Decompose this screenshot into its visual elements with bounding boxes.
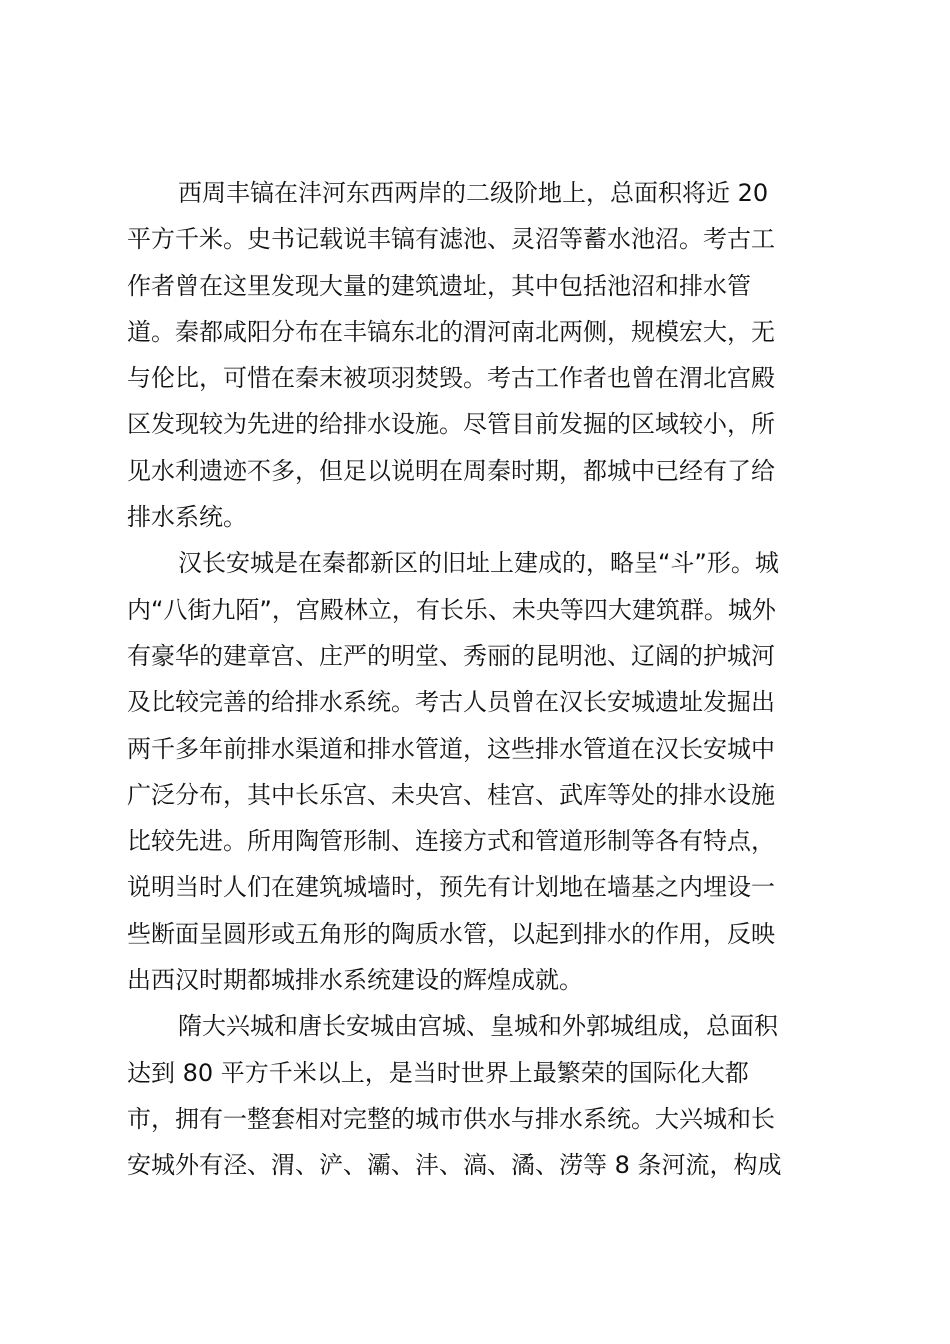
text-line: 见水利遗迹不多，但足以说明在周秦时期，都城中已经有了给 xyxy=(127,456,775,485)
text-line: 区发现较为先进的给排水设施。尽管目前发掘的区域较小，所 xyxy=(127,410,775,439)
text-line: 与伦比，可惜在秦末被项羽焚毁。考古工作者也曾在渭北宫殿 xyxy=(127,364,775,393)
text-line: 排水系统。 xyxy=(127,503,247,532)
text-line: 安城外有泾、渭、浐、灞、沣、滈、潏、涝等 8 条河流，构成 xyxy=(127,1151,782,1180)
text-line: 有豪华的建章宫、庄严的明堂、秀丽的昆明池、辽阔的护城河 xyxy=(127,641,775,670)
text-line: 道。秦都咸阳分布在丰镐东北的渭河南北两侧，规模宏大，无 xyxy=(127,317,775,346)
paragraph-han-changan xyxy=(127,540,827,1003)
text-line: 广泛分布，其中长乐宫、未央宫、桂宫、武库等处的排水设施 xyxy=(127,780,775,809)
text-line: 隋大兴城和唐长安城由宫城、皇城和外郭城组成，总面积 xyxy=(178,1012,778,1041)
text-line: 西周丰镐在沣河东西两岸的二级阶地上，总面积将近 20 xyxy=(178,179,769,207)
text-line: 作者曾在这里发现大量的建筑遗址，其中包括池沼和排水管 xyxy=(127,271,751,300)
paragraph-sui-tang-changan xyxy=(127,1003,827,1188)
text-line: 内“八街九陌”，宫殿林立，有长乐、未央等四大建筑群。城外 xyxy=(127,595,776,624)
text-line: 些断面呈圆形或五角形的陶质水管，以起到排水的作用，反映 xyxy=(127,919,775,948)
text-line: 达到 80 平方千米以上，是当时世界上最繁荣的国际化大都 xyxy=(127,1058,749,1087)
paragraph-xizhou-fenggao xyxy=(127,170,827,540)
text-line: 及比较完善的给排水系统。考古人员曾在汉长安城遗址发掘出 xyxy=(127,688,775,717)
text-line: 两千多年前排水渠道和排水管道，这些排水管道在汉长安城中 xyxy=(127,734,775,763)
text-line: 说明当时人们在建筑城墙时，预先有计划地在墙基之内埋设一 xyxy=(127,873,775,902)
document-body xyxy=(127,170,827,1189)
text-line: 平方千米。史书记载说丰镐有滤池、灵沼等蓄水池沼。考古工 xyxy=(127,225,775,254)
text-line: 汉长安城是在秦都新区的旧址上建成的，略呈“斗”形。城 xyxy=(178,549,779,578)
text-line: 比较先进。所用陶管形制、连接方式和管道形制等各有特点， xyxy=(127,827,775,856)
text-line: 市，拥有一整套相对完整的城市供水与排水系统。大兴城和长 xyxy=(127,1104,775,1133)
text-line: 出西汉时期都城排水系统建设的辉煌成就。 xyxy=(127,966,583,995)
